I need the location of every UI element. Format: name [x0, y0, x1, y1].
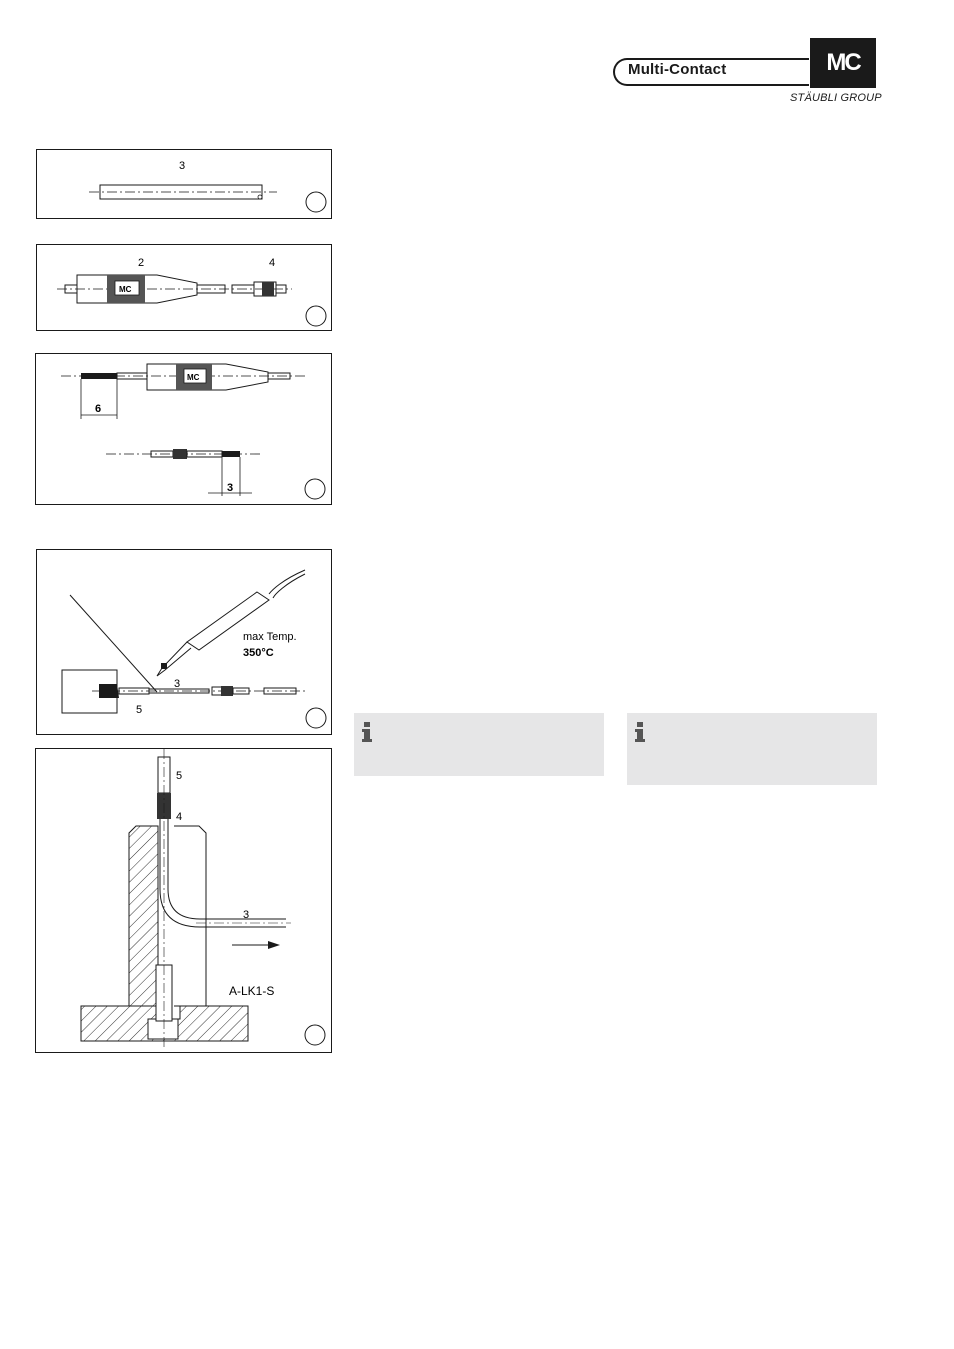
figure-assembly-tool-drawing [36, 749, 333, 1054]
label-3: 3 [179, 160, 186, 172]
part-mark: MC [187, 373, 200, 382]
figure-cable [36, 149, 332, 219]
label-4: 4 [176, 811, 183, 823]
figure-soldering-drawing [37, 550, 333, 736]
tool-name: A-LK1-S [229, 984, 275, 998]
figure-soldering [36, 549, 332, 735]
label-3: 3 [174, 678, 181, 690]
label-4: 4 [269, 257, 276, 269]
label-5: 5 [176, 770, 183, 782]
label-2: 2 [138, 257, 145, 269]
info-box-left [354, 713, 604, 776]
temp-value: 350°C [243, 647, 274, 659]
figure-parts-drawing [37, 245, 333, 332]
group-name: STÄUBLI GROUP [790, 92, 882, 104]
brand-name: Multi-Contact [628, 61, 727, 78]
figure-strip-lengths [35, 353, 332, 505]
temp-label: max Temp. [243, 631, 297, 643]
label-3: 3 [243, 909, 250, 921]
info-box-right [627, 713, 877, 785]
label-5: 5 [136, 704, 143, 716]
figure-strip-lengths-drawing [36, 354, 333, 506]
figure-parts [36, 244, 332, 331]
brand-mark: MC [810, 38, 876, 88]
part-mark: MC [119, 285, 132, 294]
figure-assembly-tool [35, 748, 332, 1053]
dim-3: 3 [227, 482, 234, 494]
info-icon [361, 721, 375, 745]
info-icon [634, 721, 648, 745]
dim-6: 6 [95, 403, 102, 415]
figure-cable-drawing [37, 150, 333, 220]
